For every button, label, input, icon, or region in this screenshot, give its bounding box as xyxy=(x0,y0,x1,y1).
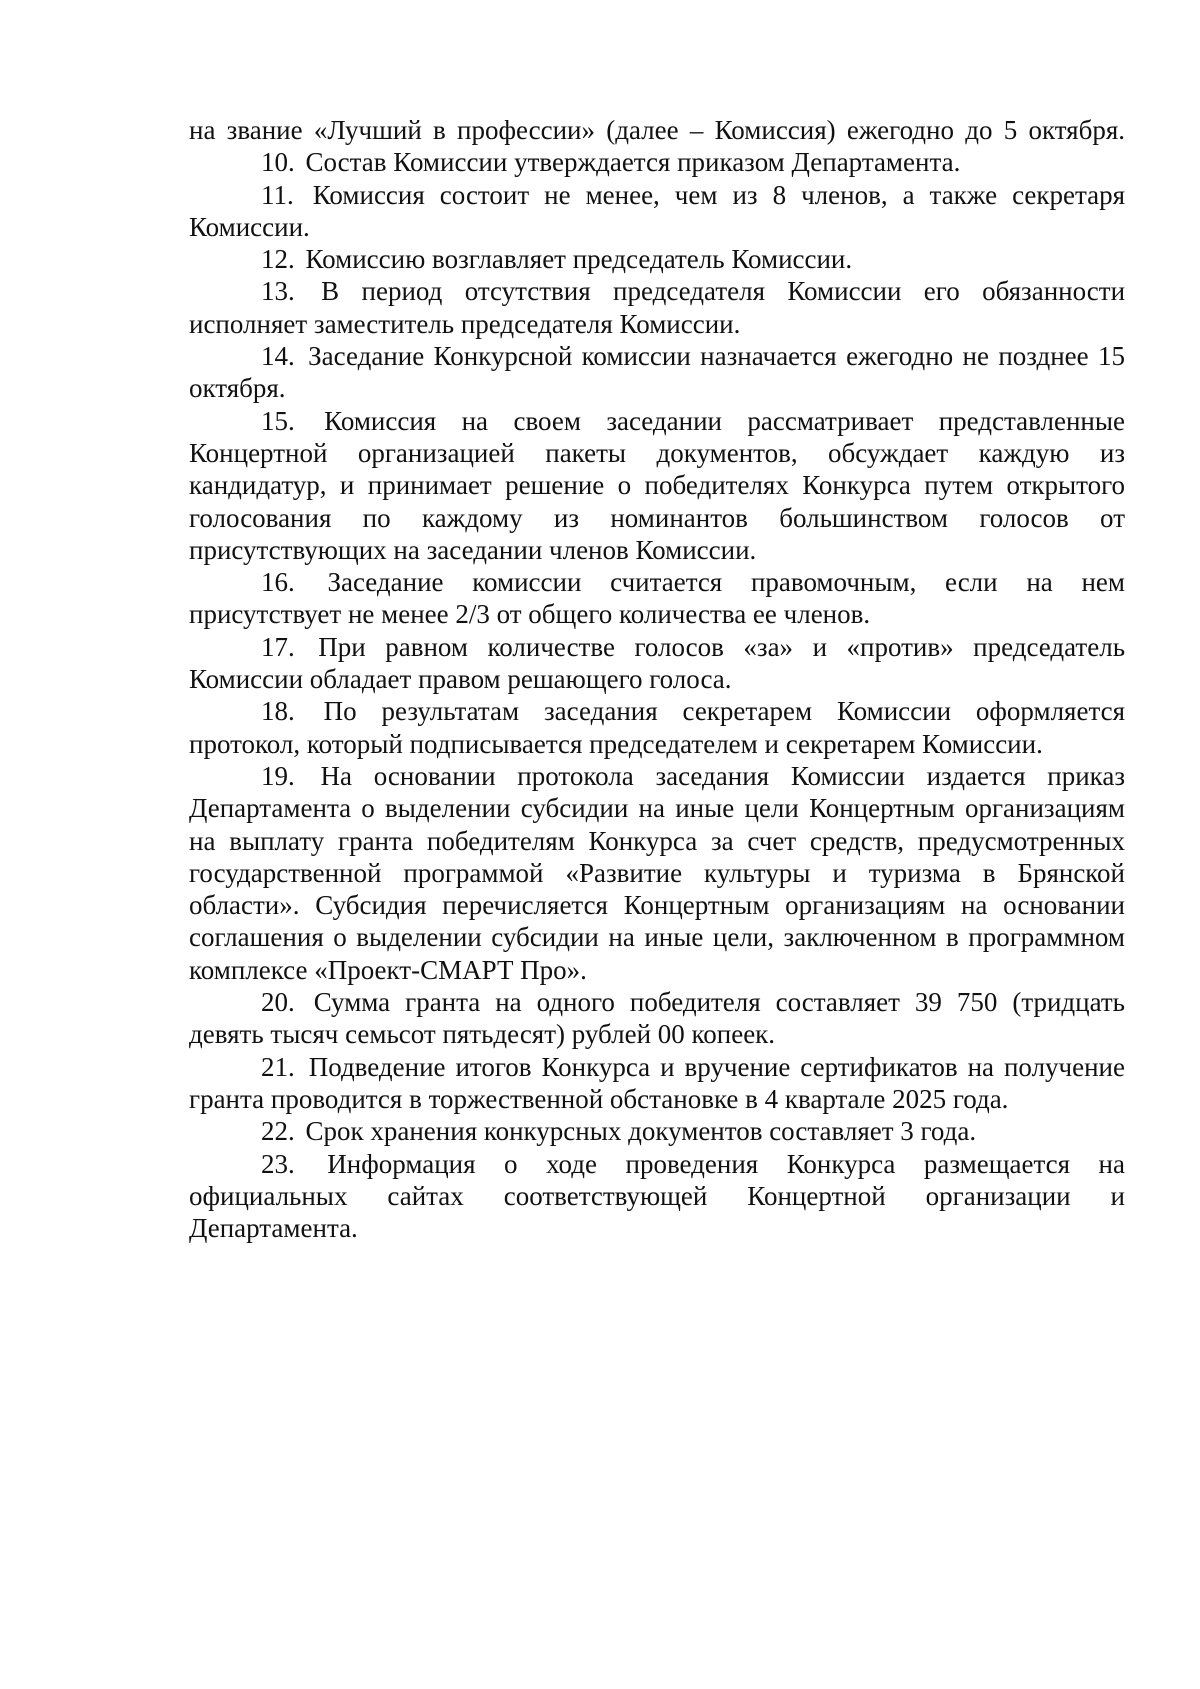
paragraph-number: 13. xyxy=(261,276,295,307)
document-body xyxy=(189,114,1125,1244)
paragraph-text: На основании протокола заседания Комиссии издается приказ Департамента о выделении субсидии на иные цели Концертным организациям на выплату гранта победителям Конкурса за счет средств, предусмотренных государственной программой «Развитие культуры и туризма в Брянской области». Субсидия перечисляется Концертным организациям на основании соглашения о выделении субсидии на иные цели, заключенном в программном комплексе «Проект-СМАРТ Про». xyxy=(189,760,1125,985)
paragraph-number: 14. xyxy=(261,341,295,372)
paragraph-text: Комиссия состоит не менее, чем из 8 членов, а также секретаря Комиссии. xyxy=(189,179,1126,242)
paragraph-number: 16. xyxy=(261,567,295,598)
paragraph-16 xyxy=(189,566,1125,631)
paragraph-22 xyxy=(189,1115,1125,1147)
paragraph-20 xyxy=(189,986,1125,1051)
paragraph-text: Сумма гранта на одного победителя составляет 39 750 (тридцать девять тысяч семьсот пятьдесят) рублей 00 копеек. xyxy=(189,987,1125,1050)
paragraph-text: на звание «Лучший в профессии» (далее – Комиссия) ежегодно до 5 октября. xyxy=(189,115,1125,145)
paragraph-text: Информация о ходе проведения Конкурса размещается на официальных сайтах соответствующей Концертной организации и Департамента. xyxy=(189,1148,1125,1244)
paragraph-15 xyxy=(189,405,1125,566)
paragraph-number: 23. xyxy=(261,1148,295,1179)
paragraph-text: Подведение итогов Конкурса и вручение сертификатов на получение гранта проводится в торжественной обстановке в 4 квартале 2025 года. xyxy=(189,1051,1125,1114)
paragraph-text: Заседание Конкурсной комиссии назначается ежегодно не позднее 15 октября. xyxy=(189,341,1125,404)
paragraph-number: 17. xyxy=(261,631,295,662)
paragraph-number: 12. xyxy=(261,244,295,275)
paragraph-number: 15. xyxy=(261,405,295,436)
paragraph-23 xyxy=(189,1148,1125,1245)
paragraph-number: 10. xyxy=(261,147,295,178)
paragraph-number: 20. xyxy=(261,987,295,1018)
paragraph-continuation xyxy=(189,114,1125,146)
paragraph-number: 22. xyxy=(261,1116,295,1147)
paragraph-number: 21. xyxy=(261,1051,295,1082)
paragraph-13 xyxy=(189,275,1125,340)
paragraph-text: Состав Комиссии утверждается приказом Департамента. xyxy=(305,147,961,178)
paragraph-text: Комиссию возглавляет председатель Комиссии. xyxy=(305,244,853,275)
paragraph-21 xyxy=(189,1051,1125,1116)
paragraph-number: 18. xyxy=(261,696,295,727)
paragraph-12 xyxy=(189,243,1125,275)
paragraph-number: 11. xyxy=(261,179,294,210)
paragraph-text: Комиссия на своем заседании рассматривает представленные Концертной организацией пакеты документов, обсуждает каждую из кандидатур, и принимает решение о победителях Конкурса путем открытого голосования по каждому из номинантов большинством голосов от присутствующих на заседании членов Комиссии. xyxy=(189,405,1125,565)
paragraph-text: Заседание комиссии считается правомочным, если на нем присутствует не менее 2/3 от общего количества ее членов. xyxy=(189,567,1126,630)
paragraph-number: 19. xyxy=(261,760,295,791)
paragraph-text: По результатам заседания секретарем Комиссии оформляется протокол, который подписывается председателем и секретарем Комиссии. xyxy=(189,696,1125,759)
paragraph-text: При равном количестве голосов «за» и «против» председатель Комиссии обладает правом решающего голоса. xyxy=(189,631,1126,695)
paragraph-text: Срок хранения конкурсных документов составляет 3 года. xyxy=(305,1116,977,1147)
paragraph-19 xyxy=(189,760,1125,986)
paragraph-text: В период отсутствия председателя Комиссии его обязанности исполняет заместитель председателя Комиссии. xyxy=(189,276,1126,339)
paragraph-11 xyxy=(189,179,1125,244)
paragraph-10 xyxy=(189,146,1125,178)
paragraph-18 xyxy=(189,695,1125,760)
paragraph-14 xyxy=(189,340,1125,405)
paragraph-17 xyxy=(189,631,1125,696)
